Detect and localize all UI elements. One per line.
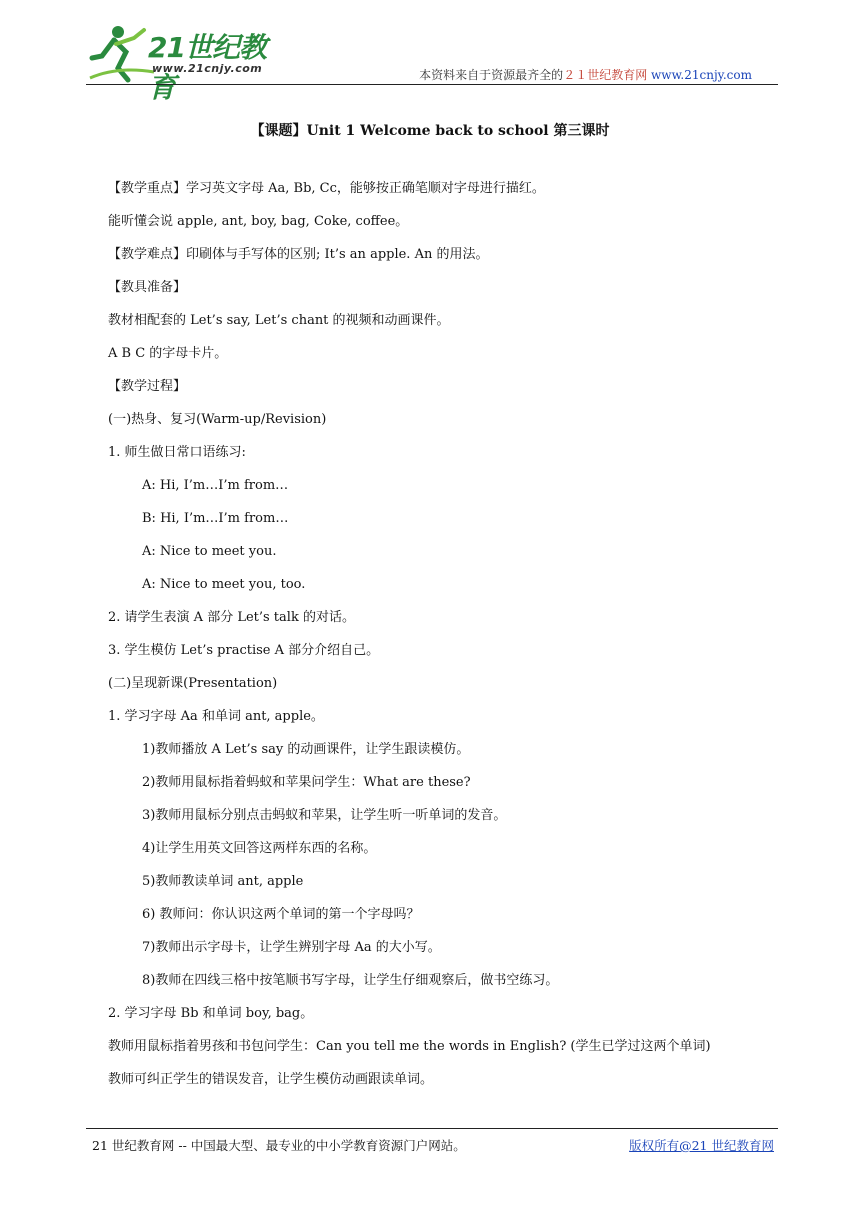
dialogue-line: A: Nice to meet you. [142,544,277,559]
list-item: 3. 学生模仿 Let’s practise A 部分介绍自己。 [108,643,380,658]
list-item: 2. 请学生表演 A 部分 Let’s talk 的对话。 [108,610,355,625]
source-url-link[interactable]: www.21cnjy.com [651,68,752,82]
subsection-heading: (二)呈现新课(Presentation) [108,676,278,691]
copyright-link[interactable]: 版权所有@21 世纪教育网 [629,1138,774,1153]
site-logo [88,22,288,104]
footer-divider [86,1128,778,1129]
footer-text: 21 世纪教育网 -- 中国最大型、最专业的中小学教育资源门户网站。 [92,1138,466,1153]
step-item: 4)让学生用英文回答这两样东西的名称。 [142,841,377,856]
paragraph: 教材相配套的 Let’s say, Let’s chant 的视频和动画课件。 [108,313,450,328]
paragraph: 教师用鼠标指着男孩和书包问学生：Can you tell me the words in English? (学生已学过这两个单词) [108,1039,711,1054]
step-item: 5)教师教读单词 ant, apple [142,874,304,889]
page-header [0,0,860,104]
dialogue-line: B: Hi, I’m…I’m from… [142,511,289,526]
dialogue-line: A: Hi, I’m…I’m from… [142,478,289,493]
header-source-note [419,66,752,83]
list-item: 2. 学习字母 Bb 和单词 boy, bag。 [108,1006,314,1021]
list-item: 1. 师生做日常口语练习: [108,445,246,460]
step-item: 2)教师用鼠标指着蚂蚁和苹果问学生：What are these? [142,775,471,790]
step-item: 3)教师用鼠标分别点击蚂蚁和苹果，让学生听一听单词的发音。 [142,808,507,823]
dialogue-line: A: Nice to meet you, too. [142,577,306,592]
section-process-heading: 【教学过程】 [108,379,187,394]
header-divider [86,84,778,85]
step-item: 8)教师在四线三格中按笔顺书写字母，让学生仔细观察后，做书空练习。 [142,973,559,988]
step-item: 1)教师播放 A Let’s say 的动画课件，让学生跟读模仿。 [142,742,470,757]
source-prefix: 本资料来自于资源最齐全的 [419,68,564,82]
document-title: 【课题】Unit 1 Welcome back to school 第三课时 [250,123,610,139]
section-key-points: 【教学重点】学习英文字母 Aa, Bb, Cc，能够按正确笔顺对字母进行描红。 [108,181,545,196]
source-site-link[interactable]: ２１世纪教育网 [563,68,648,82]
step-item: 6) 教师问：你认识这两个单词的第一个字母吗？ [142,907,420,922]
section-materials-heading: 【教具准备】 [108,280,187,295]
subsection-heading: (一)热身、复习(Warm-up/Revision) [108,412,327,427]
logo-text: 21世纪教育 [148,31,266,104]
paragraph: A B C 的字母卡片。 [108,346,228,361]
list-item: 1. 学习字母 Aa 和单词 ant, apple。 [108,709,324,724]
paragraph: 教师可纠正学生的错误发音，让学生模仿动画跟读单词。 [108,1072,434,1087]
step-item: 7)教师出示字母卡，让学生辨别字母 Aa 的大小写。 [142,940,441,955]
section-difficulties: 【教学难点】印刷体与手写体的区别; It’s an apple. An 的用法。 [108,247,489,262]
logo-url: www.21cnjy.com [152,62,263,75]
paragraph: 能听懂会说 apple, ant, boy, bag, Coke, coffee。 [108,214,409,229]
